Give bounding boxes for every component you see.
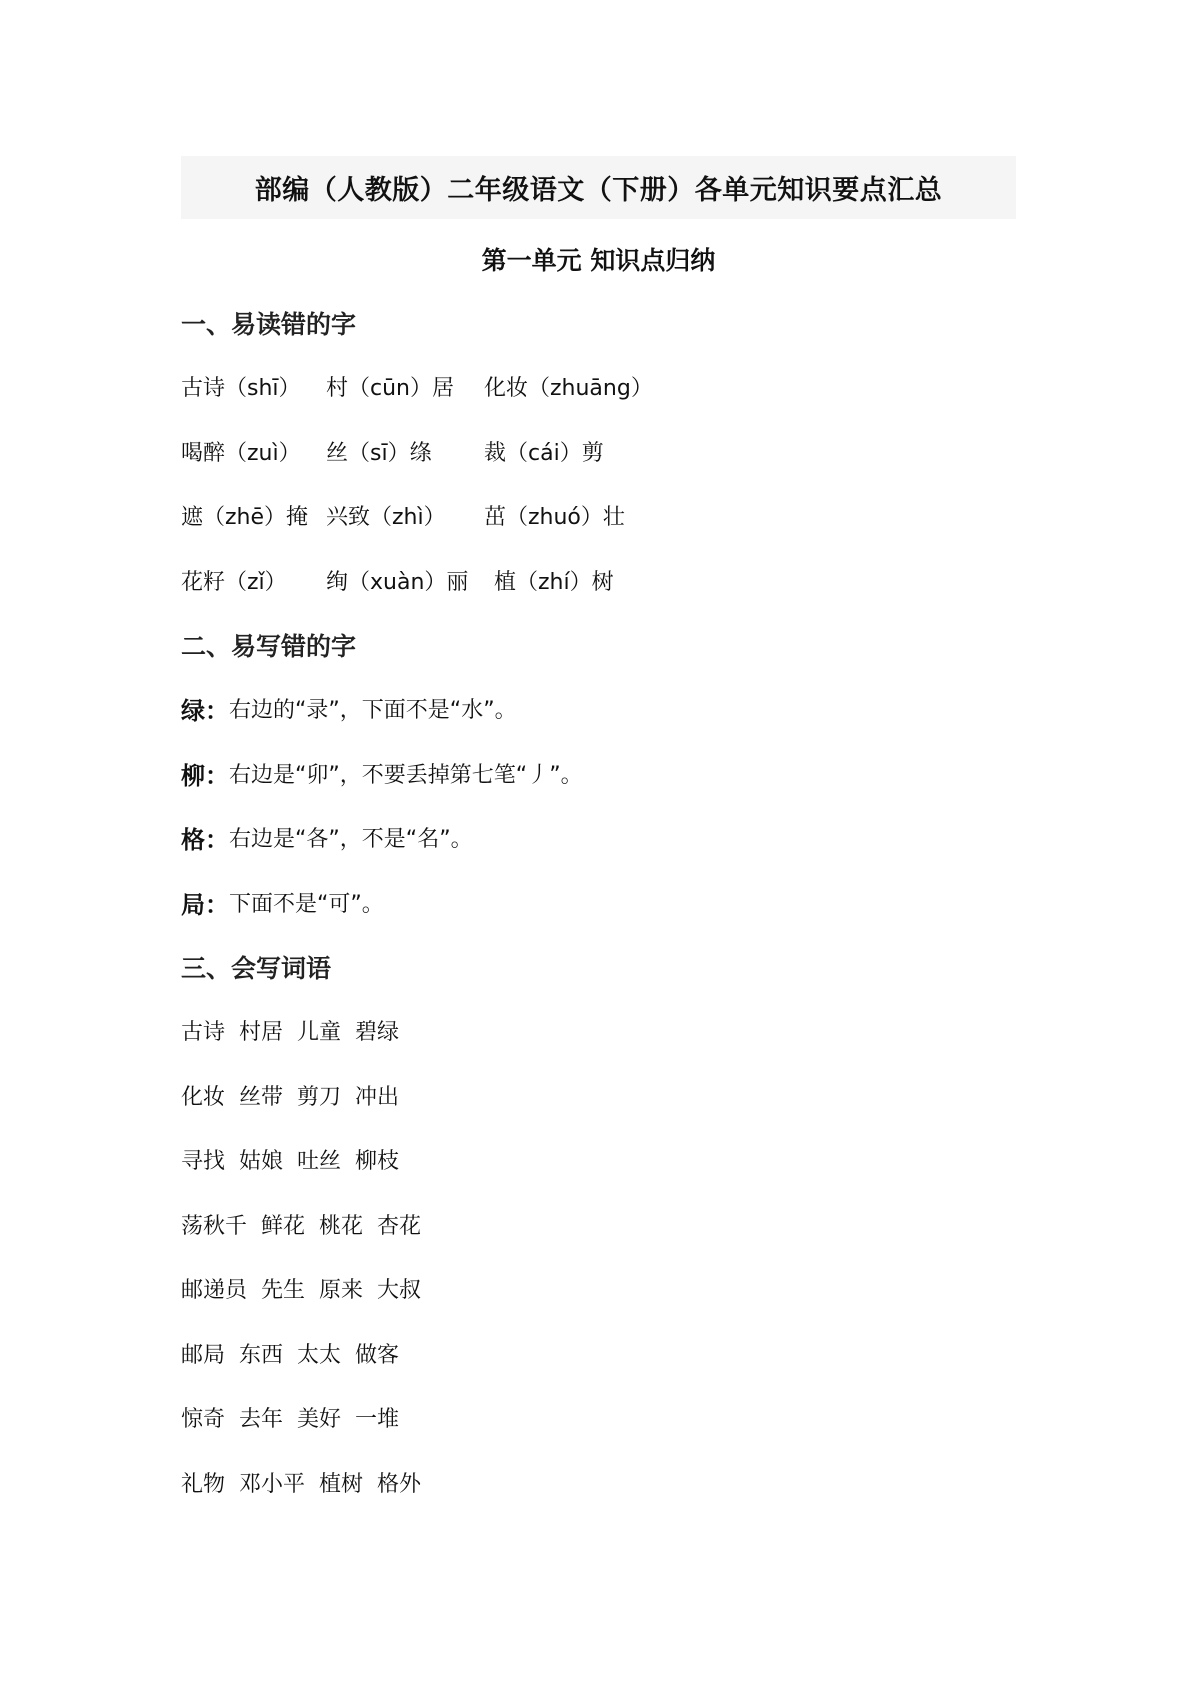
word-item: 一堆 (355, 1407, 400, 1432)
pinyin-item: 绚（xuàn）丽 (326, 569, 469, 595)
pinyin-row (181, 486, 1016, 551)
word-item: 化妆 (181, 1084, 226, 1110)
tip-text: 右边是“各”，不是“名”。 (229, 827, 473, 852)
word-item: 桃花 (319, 1213, 364, 1239)
word-item: 邮递员 (181, 1278, 248, 1303)
writing-tip (181, 873, 1016, 938)
word-item: 做客 (355, 1342, 400, 1368)
word-item: 鲜花 (261, 1213, 306, 1239)
pinyin-item: 丝（sī）绦 (326, 440, 432, 466)
word-item: 邮局 (181, 1342, 226, 1368)
word-row (181, 1001, 1016, 1066)
word-item: 儿童 (297, 1020, 342, 1045)
word-item: 姑娘 (239, 1149, 284, 1174)
word-item: 去年 (239, 1407, 284, 1432)
word-item: 邓小平 (239, 1471, 306, 1497)
document-page (181, 156, 1016, 1517)
document-title: 部编（人教版）二年级语文（下册）各单元知识要点汇总 (254, 175, 943, 206)
word-row (181, 1388, 1016, 1453)
word-row (181, 1453, 1016, 1518)
word-item: 植树 (319, 1471, 364, 1497)
pinyin-item: 化妆（zhuāng） (484, 376, 653, 401)
writing-tip (181, 744, 1016, 809)
word-item: 东西 (239, 1342, 284, 1368)
pinyin-item: 茁（zhuó）壮 (484, 505, 625, 530)
pinyin-item: 村（cūn）居 (326, 376, 454, 401)
word-row (181, 1259, 1016, 1324)
writing-tip (181, 679, 1016, 744)
word-item: 惊奇 (181, 1407, 226, 1432)
word-item: 碧绿 (355, 1020, 400, 1045)
word-item: 美好 (297, 1407, 342, 1432)
word-item: 杏花 (377, 1213, 422, 1239)
word-list (181, 1001, 1016, 1517)
tip-text: 右边的“录”，下面不是“水”。 (229, 698, 517, 723)
word-item: 格外 (377, 1471, 422, 1497)
pinyin-item: 古诗（shī） (181, 376, 301, 401)
title-bar (181, 156, 1016, 219)
pinyin-item: 植（zhí）树 (494, 569, 614, 595)
tip-character: 格： (181, 826, 229, 854)
pinyin-row (181, 357, 1016, 422)
word-item: 礼物 (181, 1471, 226, 1497)
tip-character: 绿： (181, 697, 229, 725)
pinyin-item: 兴致（zhì） (326, 505, 446, 530)
word-item: 吐丝 (297, 1149, 342, 1174)
word-item: 大叔 (377, 1278, 422, 1303)
tip-character: 局： (181, 890, 229, 919)
section-heading-reading: 一、易读错的字 (181, 310, 357, 339)
tip-character: 柳： (181, 761, 229, 790)
word-item: 原来 (319, 1278, 364, 1303)
word-row (181, 1195, 1016, 1260)
unit-title: 第一单元 知识点归纳 (481, 246, 716, 275)
pinyin-item: 喝醉（zuì） (181, 440, 301, 466)
word-item: 太太 (297, 1342, 342, 1368)
word-item: 剪刀 (297, 1084, 342, 1110)
word-item: 丝带 (239, 1084, 284, 1110)
word-item: 先生 (261, 1278, 306, 1303)
pinyin-item: 花籽（zǐ） (181, 569, 287, 595)
tip-text: 右边是“卯”，不要丢掉第七笔“丿”。 (229, 762, 583, 788)
tip-text: 下面不是“可”。 (229, 891, 384, 917)
word-row (181, 1130, 1016, 1195)
word-item: 柳枝 (355, 1149, 400, 1174)
pinyin-item: 遮（zhē）掩 (181, 505, 309, 530)
pinyin-item: 裁（cái）剪 (484, 440, 604, 466)
section-heading-words: 三、会写词语 (181, 954, 332, 983)
word-item: 荡秋千 (181, 1213, 248, 1239)
writing-tip (181, 808, 1016, 873)
word-item: 古诗 (181, 1020, 226, 1045)
pinyin-row (181, 422, 1016, 487)
word-row (181, 1066, 1016, 1131)
pinyin-row (181, 551, 1016, 616)
word-item: 村居 (239, 1020, 284, 1045)
word-row (181, 1324, 1016, 1389)
word-item: 寻找 (181, 1149, 226, 1174)
word-item: 冲出 (355, 1084, 400, 1110)
section-heading-writing: 二、易写错的字 (181, 632, 357, 661)
